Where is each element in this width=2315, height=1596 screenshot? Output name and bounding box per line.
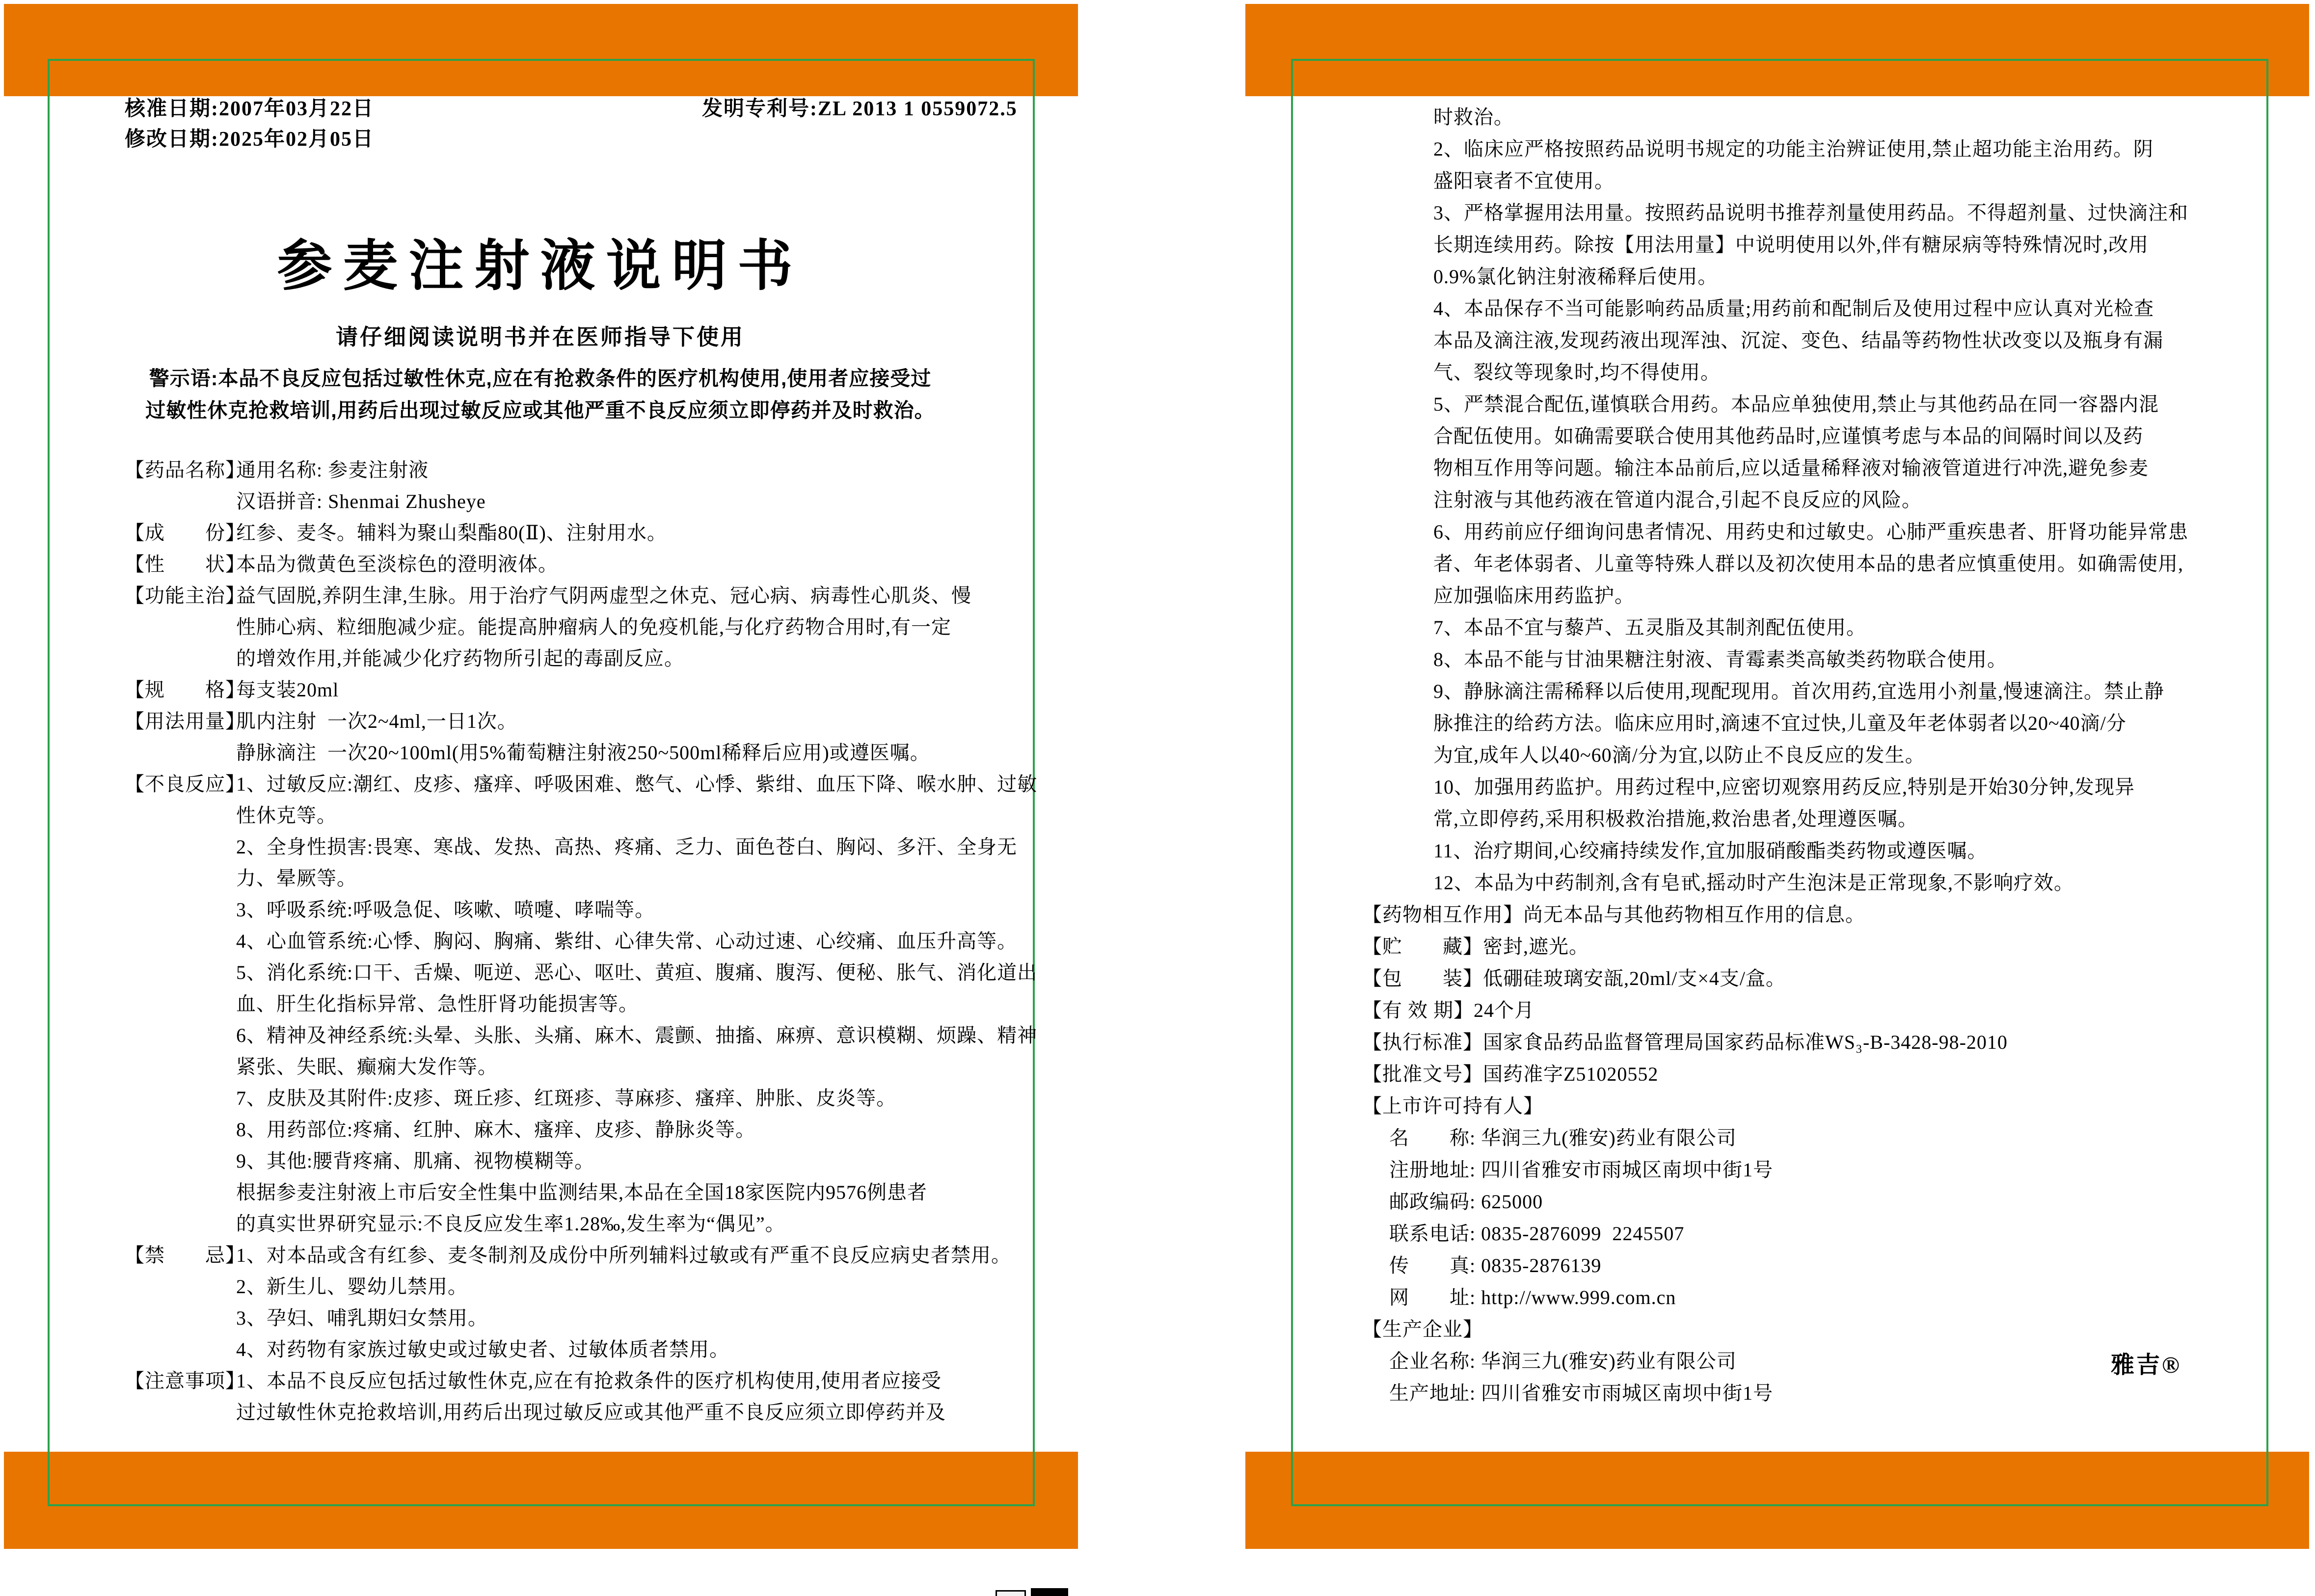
text-line: 物相互作用等问题。输注本品前后,应以适量稀释液对输液管道进行冲洗,避免参麦 [1433, 457, 2149, 479]
section-label: 【不良反应】 [125, 773, 245, 795]
text-line: 8、本品不能与甘油果糖注射液、青霉素类高敏类药物联合使用。 [1433, 648, 2007, 670]
text-line: 的增效作用,并能减少化疗药物所引起的毒副反应。 [236, 647, 684, 669]
warning-text-line-1: 警示语:本品不良反应包括过敏性休克,应在有抢救条件的医疗机构使用,使用者应接受过 [149, 367, 932, 390]
text-line: 气、裂纹等现象时,均不得使用。 [1433, 361, 1721, 383]
text-line [125, 580, 1037, 612]
text-line: 常,立即停药,采用积极救治措施,救治患者,处理遵医嘱。 [1433, 808, 1918, 830]
section-text: 1、过敏反应:潮红、皮疹、瘙痒、呼吸困难、憋气、心悸、紫绀、血压下降、喉水肿、过敏 [236, 773, 1038, 795]
text-line [125, 1240, 1037, 1271]
section-label: 【药物相互作用】 [1362, 904, 1523, 926]
section-label: 【执行标准】 [1362, 1031, 1483, 1053]
text-line [1362, 931, 2188, 962]
text-line: 6、用药前应仔细询问患者情况、用药史和过敏史。心肺严重疾患者、肝肾功能异常患 [1433, 521, 2188, 543]
text-line: 4、心血管系统:心悸、胸闷、胸痛、紫绀、心律失常、心动过速、心绞痛、血压升高等。 [236, 930, 1018, 952]
text-line [1362, 1026, 2188, 1058]
left-page-body [125, 454, 1037, 1428]
document-title: 参麦注射液说明书 [277, 236, 804, 297]
text-line: 生产地址: 四川省雅安市雨城区南坝中街1号 [1389, 1382, 1774, 1404]
text-line: 传 真: 0835-2876139 [1389, 1254, 1602, 1277]
text-line: 10、加强用药监护。用药过程中,应密切观察用药反应,特别是开始30分钟,发现异 [1433, 776, 2135, 798]
text-line: 应加强临床用药监护。 [1433, 585, 1635, 607]
text-line: 脉推注的给药方法。临床应用时,滴速不宜过快,儿童及年老体弱者以20~40滴/分 [1433, 712, 2127, 734]
text-line [125, 549, 1037, 580]
text-line: 7、本品不宜与藜芦、五灵脂及其制剂配伍使用。 [1433, 616, 1866, 638]
text-line: 静脉滴注 一次20~100ml(用5%葡萄糖注射液250~500ml稀释后应用)或遵医嘱。 [236, 742, 930, 764]
brand-mark: 雅吉® [2111, 1352, 2181, 1378]
text-line: 2、临床应严格按照药品说明书规定的功能主治辨证使用,禁止超功能主治用药。阴 [1433, 138, 2153, 160]
text-line: 6、精神及神经系统:头晕、头胀、头痛、麻木、震颤、抽搐、麻痹、意识模糊、烦躁、精神 [236, 1024, 1038, 1046]
text-line [125, 517, 1037, 549]
text-line: 性休克等。 [236, 804, 337, 826]
text-line: 7、皮肤及其附件:皮疹、斑丘疹、红斑疹、荨麻疹、瘙痒、肿胀、皮炎等。 [236, 1087, 897, 1109]
text-line: 5、严禁混合配伍,谨慎联合用药。本品应单独使用,禁止与其他药品在同一容器内混 [1433, 393, 2159, 415]
text-line: 联系电话: 0835-2876099 2245507 [1389, 1223, 1685, 1245]
text-line: 企业名称: 华润三九(雅安)药业有限公司 [1389, 1350, 1737, 1372]
text-line: 12、本品为中药制剂,含有皂甙,摇动时产生泡沫是正常现象,不影响疗效。 [1433, 872, 2074, 894]
text-line: 力、晕厥等。 [236, 867, 357, 889]
text-line: 9、静脉滴注需稀释以后使用,现配现用。首次用药,宜选用小剂量,慢速滴注。禁止静 [1433, 680, 2164, 702]
text-line: 3、呼吸系统:呼吸急促、咳嗽、喷嚏、哮喘等。 [236, 899, 655, 921]
text-line: 汉语拼音: Shenmai Zhusheye [236, 490, 486, 512]
section-label: 【功能主治】 [125, 585, 245, 607]
text-line: 9、其他:腰背疼痛、肌痛、视物模糊等。 [236, 1150, 595, 1172]
text-line: 2、全身性损害:畏寒、寒战、发热、高热、疼痛、乏力、面色苍白、胸闷、多汗、全身无 [236, 836, 1018, 858]
section-label: 【批准文号】 [1362, 1063, 1483, 1085]
text-line: 网 址: http://www.999.com.cn [1389, 1286, 1676, 1308]
section-label: 【有 效 期】 [1362, 999, 1474, 1021]
section-text: 本品为微黄色至淡棕色的澄明液体。 [236, 553, 558, 575]
text-line [125, 1365, 1037, 1397]
text-line: 8、用药部位:疼痛、红肿、麻木、瘙痒、皮疹、静脉炎等。 [236, 1118, 756, 1141]
right-page-body [1362, 101, 2188, 1409]
section-label: 【规 格】 [125, 679, 245, 701]
text-line: 时救治。 [1433, 106, 1514, 128]
section-label: 【成 份】 [125, 522, 245, 544]
section-label: 【贮 藏】 [1362, 935, 1483, 958]
section-label: 【注意事项】 [125, 1370, 245, 1392]
section-label: 【生产企业】 [1362, 1318, 1483, 1340]
print-mark-outline [996, 1590, 1026, 1596]
text-line [1362, 1058, 2188, 1090]
section-text: 红参、麦冬。辅料为聚山梨酯80(Ⅱ)、注射用水。 [236, 522, 667, 544]
section-text: 国家食品药品监督管理局国家药品标准WS₃-B-3428-98-2010 [1483, 1031, 2008, 1053]
section-label: 【包 装】 [1362, 967, 1483, 989]
print-mark-solid [1031, 1588, 1068, 1596]
text-line [1362, 994, 2188, 1026]
section-text: 每支装20ml [236, 679, 339, 701]
approve-date: 核准日期:2007年03月22日 [125, 98, 374, 120]
section-text: 国药准字Z51020552 [1483, 1063, 1659, 1085]
text-line [125, 706, 1037, 737]
text-line: 3、严格掌握用法用量。按照药品说明书推荐剂量使用药品。不得超剂量、过快滴注和 [1433, 202, 2188, 224]
text-line [125, 454, 1037, 486]
text-line [1362, 1313, 2188, 1345]
text-line: 为宜,成年人以40~60滴/分为宜,以防止不良反应的发生。 [1433, 744, 1925, 766]
text-line: 名 称: 华润三九(雅安)药业有限公司 [1389, 1127, 1737, 1149]
text-line: 长期连续用药。除按【用法用量】中说明使用以外,伴有糖尿病等特殊情况时,改用 [1433, 234, 2149, 256]
text-line: 注射液与其他药液在管道内混合,引起不良反应的风险。 [1433, 489, 1922, 511]
section-label: 【禁 忌】 [125, 1244, 245, 1266]
text-line: 紧张、失眠、癫痫大发作等。 [236, 1056, 498, 1078]
section-label: 【上市许可持有人】 [1362, 1095, 1543, 1117]
section-label: 【用法用量】 [125, 710, 245, 732]
warning-text-line-2: 过敏性休克抢救培训,用药后出现过敏反应或其他严重不良反应须立即停药并及时救治。 [145, 399, 935, 422]
section-label: 【药品名称】 [125, 459, 245, 481]
text-line: 合配伍使用。如确需要联合使用其他药品时,应谨慎考虑与本品的间隔时间以及药 [1433, 425, 2143, 447]
section-text: 尚无本品与其他药物相互作用的信息。 [1523, 904, 1865, 926]
text-line [1362, 1090, 2188, 1122]
section-text: 1、对本品或含有红参、麦冬制剂及成份中所列辅料过敏或有严重不良反应病史者禁用。 [236, 1244, 1011, 1266]
section-text: 密封,遮光。 [1483, 935, 1589, 958]
text-line: 血、肝生化指标异常、急性肝肾功能损害等。 [236, 993, 639, 1015]
text-line [1362, 962, 2188, 994]
section-text: 通用名称: 参麦注射液 [236, 459, 429, 481]
text-line: 性肺心病、粒细胞减少症。能提高肿瘤病人的免疫机能,与化疗药物合用时,有一定 [236, 616, 951, 638]
patent-number: 发明专利号:ZL 2013 1 0559072.5 [702, 98, 1018, 120]
text-line: 2、新生儿、婴幼儿禁用。 [236, 1276, 468, 1298]
text-line: 本品及滴注液,发现药液出现浑浊、沉淀、变色、结晶等药物性状改变以及瓶身有漏 [1433, 329, 2163, 351]
text-line [125, 769, 1037, 800]
modify-date: 修改日期:2025年02月05日 [125, 128, 374, 151]
text-line [125, 674, 1037, 706]
text-line: 邮政编码: 625000 [1389, 1191, 1543, 1213]
text-line: 5、消化系统:口干、舌燥、呃逆、恶心、呕吐、黄疸、腹痛、腹泻、便秘、胀气、消化道出 [236, 961, 1038, 984]
text-line [1362, 899, 2188, 931]
text-line: 者、年老体弱者、儿童等特殊人群以及初次使用本品的患者应慎重使用。如确需使用, [1433, 553, 2183, 575]
text-line: 3、孕妇、哺乳期妇女禁用。 [236, 1307, 488, 1329]
text-line: 的真实世界研究显示:不良反应发生率1.28‰,发生率为“偶见”。 [236, 1213, 785, 1235]
text-line: 11、治疗期间,心绞痛持续发作,宜加服硝酸酯类药物或遵医嘱。 [1433, 840, 1988, 862]
text-line: 4、本品保存不当可能影响药品质量;用药前和配制后及使用过程中应认真对光检查 [1433, 297, 2154, 319]
section-text: 益气固脱,养阴生津,生脉。用于治疗气阴两虚型之休克、冠心病、病毒性心肌炎、慢 [236, 585, 971, 607]
section-text: 1、本品不良反应包括过敏性休克,应在有抢救条件的医疗机构使用,使用者应接受 [236, 1370, 942, 1392]
text-line: 4、对药物有家族过敏史或过敏史者、过敏体质者禁用。 [236, 1338, 729, 1360]
text-line: 0.9%氯化钠注射液稀释后使用。 [1433, 266, 1718, 288]
text-line: 盛阳衰者不宜使用。 [1433, 170, 1615, 192]
section-text: 24个月 [1474, 999, 1534, 1021]
section-text: 低硼硅玻璃安瓿,20ml/支×4支/盒。 [1483, 967, 1786, 989]
text-line: 注册地址: 四川省雅安市雨城区南坝中街1号 [1389, 1159, 1774, 1181]
text-line: 根据参麦注射液上市后安全性集中监测结果,本品在全国18家医院内9576例患者 [236, 1181, 927, 1203]
section-text: 肌内注射 一次2~4ml,一日1次。 [236, 710, 517, 732]
document-subtitle: 请仔细阅读说明书并在医师指导下使用 [335, 324, 745, 349]
section-label: 【性 状】 [125, 553, 245, 575]
text-line: 过过敏性休克抢救培训,用药后出现过敏反应或其他严重不良反应须立即停药并及 [236, 1401, 946, 1423]
